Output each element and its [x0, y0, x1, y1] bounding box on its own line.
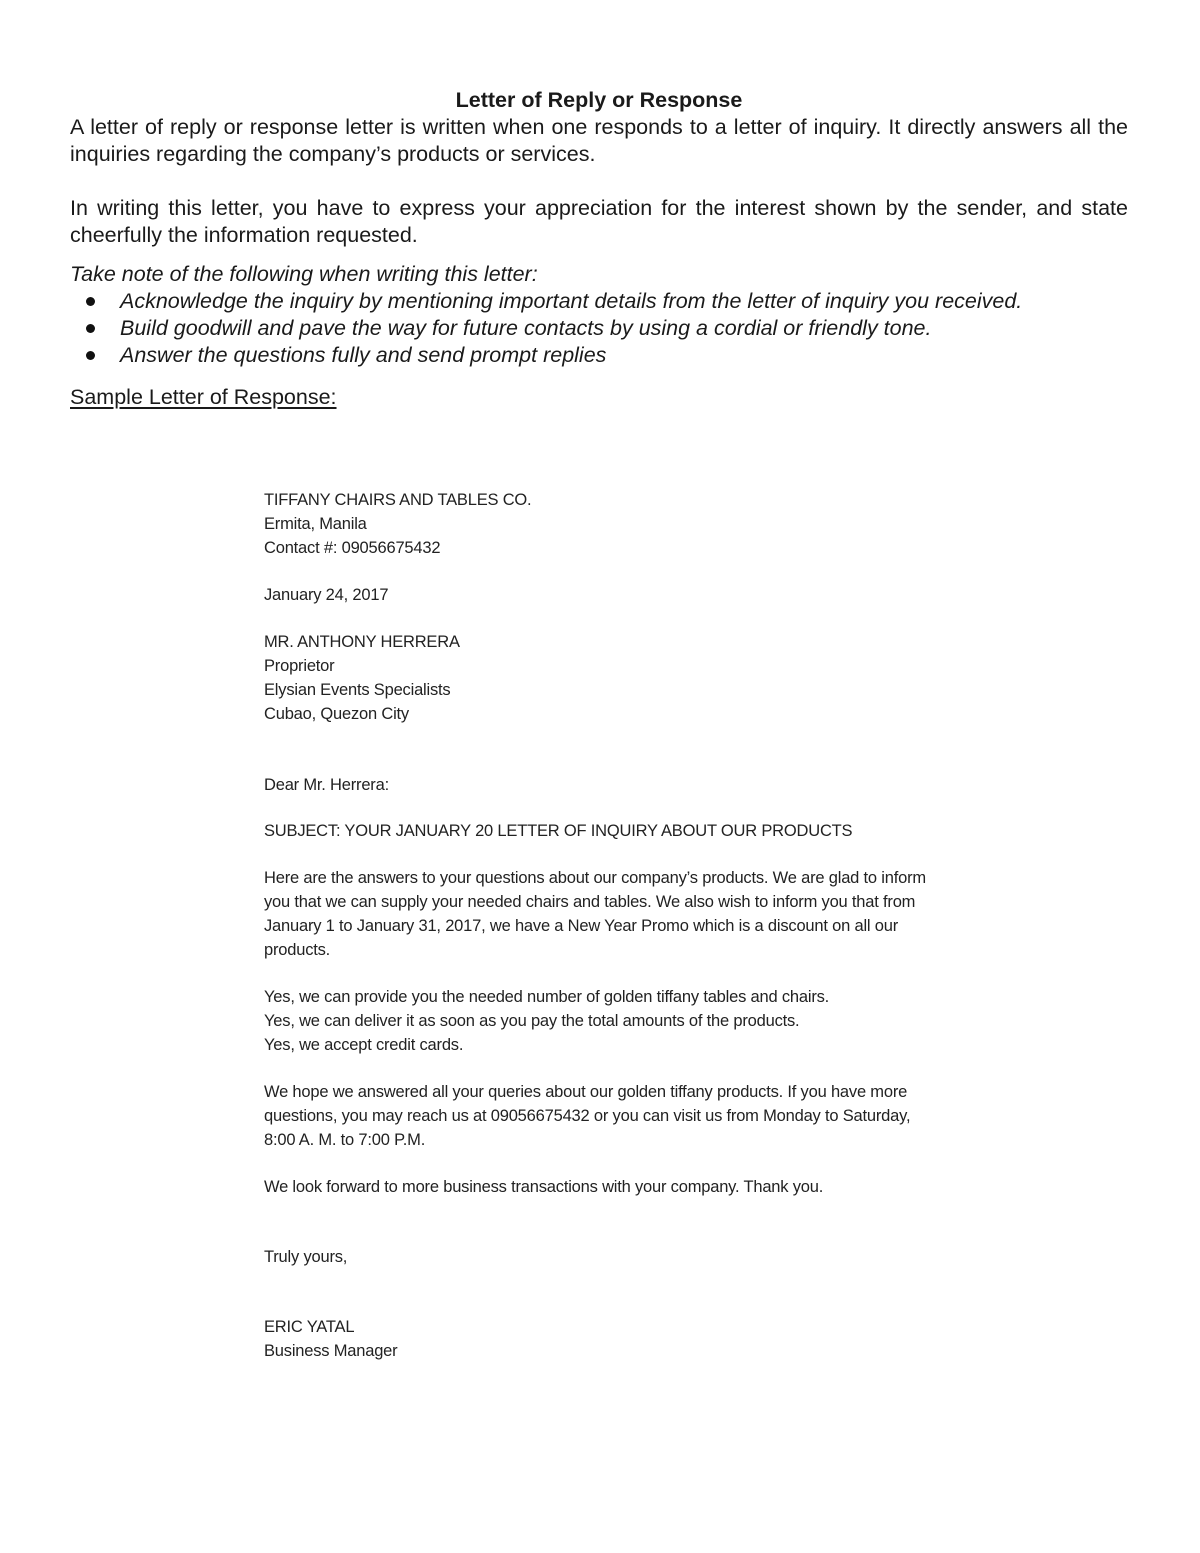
body-paragraph [264, 866, 964, 962]
sample-letter [264, 488, 964, 1363]
bullet-icon [86, 297, 95, 306]
bullet-icon [86, 351, 95, 360]
intro-paragraph: In writing this letter, you have to express your appreciation for the interest shown by the sender, and state cheerfully the information requested. [70, 196, 1128, 247]
body-line: Here are the answers to your questions about our company’s products. We are glad to inform [264, 869, 926, 887]
sender-block [264, 488, 964, 560]
body-paragraph [264, 985, 964, 1057]
intro-paragraph: A letter of reply or response letter is written when one responds to a letter of inquiry. It directly answers all the inquiries regarding the company’s products or services. [70, 115, 1128, 166]
recipient-block [264, 630, 964, 726]
recipient-name: MR. ANTHONY HERRERA [264, 633, 460, 651]
list-item [70, 315, 1128, 342]
body-paragraph: We look forward to more business transactions with your company. Thank you. [264, 1178, 824, 1196]
salutation: Dear Mr. Herrera: [264, 776, 389, 794]
body-line: you that we can supply your needed chairs and tables. We also wish to inform you that from [264, 893, 916, 911]
body-line: questions, you may reach us at 09056675432 or you can visit us from Monday to Saturday, [264, 1107, 911, 1125]
subject-line: SUBJECT: YOUR JANUARY 20 LETTER OF INQUIRY ABOUT OUR PRODUCTS [264, 822, 853, 840]
recipient-address: Cubao, Quezon City [264, 705, 409, 723]
recipient-company: Elysian Events Specialists [264, 681, 451, 699]
body-line: Yes, we can provide you the needed number of golden tiffany tables and chairs. [264, 988, 830, 1006]
letter-date: January 24, 2017 [264, 586, 389, 604]
tips-heading: Take note of the following when writing this letter: [70, 262, 538, 286]
complimentary-close: Truly yours, [264, 1248, 348, 1266]
list-item-text: Acknowledge the inquiry by mentioning important details from the letter of inquiry you received. [120, 289, 1023, 313]
page-title: Letter of Reply or Response [455, 88, 743, 112]
sample-label: Sample Letter of Response: [70, 385, 337, 409]
sender-contact: Contact #: 09056675432 [264, 539, 441, 557]
tips-list [70, 288, 1128, 369]
signer-name: ERIC YATAL [264, 1318, 355, 1336]
list-item-text: Build goodwill and pave the way for future contacts by using a cordial or friendly tone. [120, 316, 932, 340]
sender-address: Ermita, Manila [264, 515, 367, 533]
sender-company: TIFFANY CHAIRS AND TABLES CO. [264, 491, 532, 509]
signature-block [264, 1315, 964, 1363]
body-line: Yes, we can deliver it as soon as you pay the total amounts of the products. [264, 1012, 800, 1030]
recipient-position: Proprietor [264, 657, 335, 675]
intro-section [70, 86, 1128, 411]
body-line: products. [264, 941, 331, 959]
list-item-text: Answer the questions fully and send prompt replies [120, 343, 607, 367]
list-item [70, 288, 1128, 315]
body-paragraph [264, 1080, 964, 1152]
list-item [70, 342, 1128, 369]
body-line: Yes, we accept credit cards. [264, 1036, 464, 1054]
body-line: We hope we answered all your queries about our golden tiffany products. If you have more [264, 1083, 908, 1101]
body-line: January 1 to January 31, 2017, we have a New Year Promo which is a discount on all our [264, 917, 899, 935]
body-line: 8:00 A. M. to 7:00 P.M. [264, 1131, 426, 1149]
bullet-icon [86, 324, 95, 333]
signer-title: Business Manager [264, 1342, 398, 1360]
